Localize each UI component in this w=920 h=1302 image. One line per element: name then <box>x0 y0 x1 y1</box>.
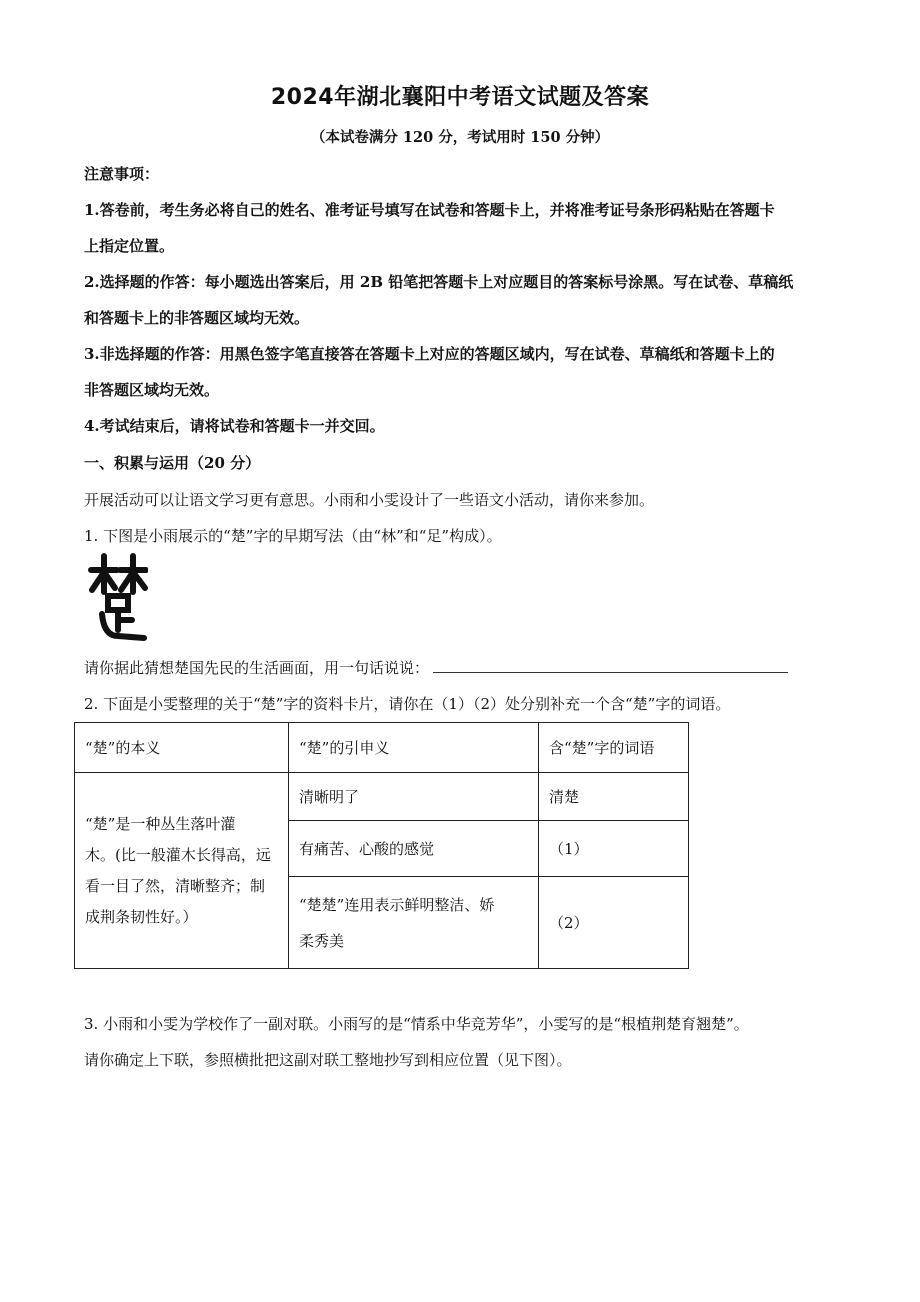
question-3-line: 3. 小雨和小雯为学校作了一副对联。小雨写的是“情系中华竞芳华”，小雯写的是“根植荆楚育翘楚”。 <box>84 1015 749 1033</box>
table-row <box>75 773 689 821</box>
section-intro: 开展活动可以让语文学习更有意思。小雨和小雯设计了一些语文小活动，请你来参加。 <box>84 491 655 509</box>
table-header-cell: 含“楚”字的词语 <box>539 723 689 773</box>
answer-slot-2[interactable]: （2） <box>539 877 689 969</box>
table-header-row <box>75 723 689 773</box>
notice-line: 上指定位置。 <box>84 237 175 255</box>
question-1-prompt <box>84 658 844 678</box>
answer-slot-1[interactable]: （1） <box>539 821 689 877</box>
word-cell: 清楚 <box>539 773 689 821</box>
page-subtitle: （本试卷满分 120 分，考试用时 150 分钟） <box>310 129 610 146</box>
answer-blank[interactable] <box>433 658 788 673</box>
notice-line: 3.非选择题的作答：用黑色签字笔直接答在答题卡上对应的答题区域内，写在试卷、草稿纸和答题卡上的 <box>84 345 775 363</box>
question-1-prompt-text: 请你据此猜想楚国先民的生活画面，用一句话说说： <box>84 659 430 677</box>
original-meaning-line: 看一目了然，清晰整齐；制 <box>85 876 266 895</box>
original-meaning-cell <box>75 773 289 969</box>
notice-line: 2.选择题的作答：每小题选出答案后，用 2B 铅笔把答题卡上对应题目的答案标号涂黑。写在试卷、草稿纸 <box>84 273 794 291</box>
extended-meaning-line: 柔秀美 <box>299 931 345 950</box>
chu-info-card-table <box>74 722 689 969</box>
question-1-text: 1. 下图是小雨展示的“楚”字的早期写法（由“林”和“足”构成）。 <box>84 527 502 545</box>
extended-meaning-cell: 有痛苦、心酸的感觉 <box>289 821 539 877</box>
table-header-cell: “楚”的本义 <box>75 723 289 773</box>
notice-heading: 注意事项： <box>84 165 160 183</box>
original-meaning-line: 成荆条韧性好。） <box>85 907 198 926</box>
extended-meaning-line: “楚楚”连用表示鲜明整洁、娇 <box>299 895 495 914</box>
question-2-text: 2. 下面是小雯整理的关于“楚”字的资料卡片，请你在（1）（2）处分别补充一个含“楚”字的词语。 <box>84 695 731 713</box>
extended-meaning-cell: 清晰明了 <box>289 773 539 821</box>
original-meaning-line: “楚”是一种丛生落叶灌 <box>85 814 236 833</box>
notice-line: 4.考试结束后，请将试卷和答题卡一并交回。 <box>84 417 385 435</box>
notice-line: 1.答卷前，考生务必将自己的姓名、准考证号填写在试卷和答题卡上，并将准考证号条形码粘贴在答题卡 <box>84 201 775 219</box>
original-meaning-line: 木。(比一般灌木长得高，远 <box>85 845 271 864</box>
notice-line: 和答题卡上的非答题区域均无效。 <box>84 309 310 327</box>
question-3-line: 请你确定上下联，参照横批把这副对联工整地抄写到相应位置（见下图）。 <box>84 1051 572 1069</box>
notice-line: 非答题区域均无效。 <box>84 381 220 399</box>
section-heading: 一、积累与运用（20 分） <box>84 454 261 472</box>
extended-meaning-cell <box>289 877 539 969</box>
page-title: 2024年湖北襄阳中考语文试题及答案 <box>270 85 650 110</box>
table-header-cell: “楚”的引申义 <box>289 723 539 773</box>
seal-script-chu-image <box>88 552 148 644</box>
